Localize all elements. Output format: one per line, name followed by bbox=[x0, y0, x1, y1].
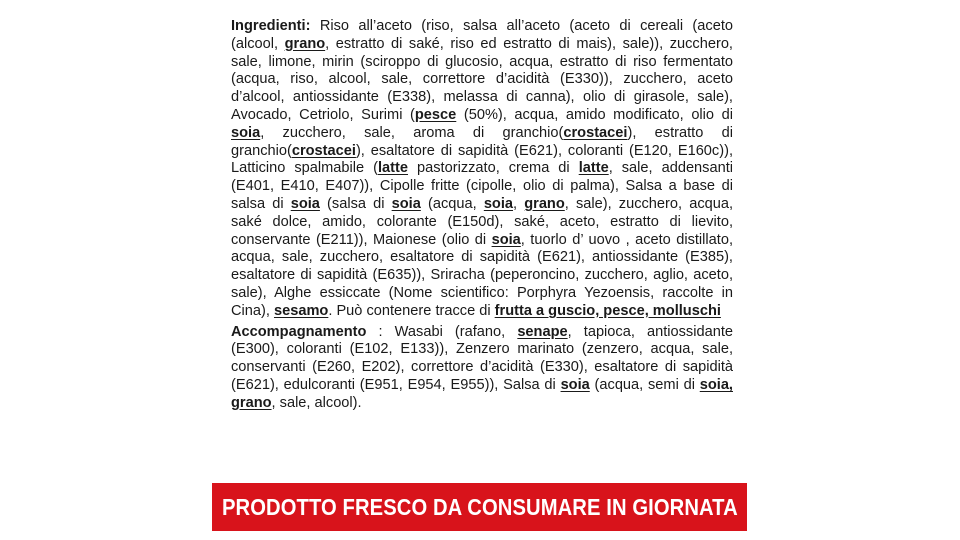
allergen: grano bbox=[284, 35, 326, 52]
text-segment: ), estratto di granchio( bbox=[231, 124, 733, 159]
allergen: soia bbox=[290, 195, 320, 212]
allergen: latte bbox=[378, 160, 409, 177]
allergen: sesamo bbox=[273, 302, 329, 319]
allergen: soia, grano bbox=[231, 376, 733, 411]
ingredients-label bbox=[231, 18, 733, 413]
allergen: soia bbox=[491, 231, 521, 248]
text-segment: , bbox=[513, 195, 525, 212]
allergen: grano bbox=[524, 195, 565, 212]
accompaniment-heading: Accompagnamento bbox=[231, 323, 367, 340]
allergen: latte bbox=[578, 160, 609, 177]
text-segment: , zucchero, sale, aroma di granchio( bbox=[260, 124, 564, 141]
text-segment: , tuorlo d’ uovo , aceto distillato, acqua, sale, zucchero, esaltatore di sapidità (E621), antiossidante (E385), esaltatore di sapidità (E635)), Sriracha (peperoncino, zucchero, aglio, aceto, sale), Alghe essiccate (Nome scientifico: Porphyra Yezoensis, raccolte in Cina), bbox=[231, 231, 734, 319]
allergen: soia bbox=[231, 124, 261, 141]
ingredients-paragraph bbox=[231, 18, 733, 321]
text-segment: , sale), zucchero, acqua, saké dolce, amido, colorante (E150d), saké, aceto, estratto di lievito, conservante (E211)), Maionese (olio di bbox=[231, 195, 734, 248]
allergen: senape bbox=[517, 323, 568, 340]
text-segment: : Wasabi (rafano, bbox=[366, 323, 518, 340]
text-segment: . Può contenere tracce di bbox=[328, 302, 495, 319]
allergen: crostacei bbox=[291, 142, 356, 159]
text-segment: (salsa di bbox=[319, 195, 392, 212]
banner-text: PRODOTTO FRESCO DA CONSUMARE IN GIORNATA bbox=[221, 493, 738, 520]
text-segment: (50%), acqua, amido modificato, olio di bbox=[456, 106, 733, 123]
ingredients-heading: Ingredienti: bbox=[231, 18, 311, 34]
text-segment: , estratto di saké, riso ed estratto di mais), sale)), zucchero, sale, limone, mirin (sciroppo di glucosio, acqua, estratto di riso fermentato (acqua, riso, alcool, sale, correttore d’acidità (E330)), zucchero, aceto d’alcool, antiossidante (E338), melassa di canna), olio di girasole, sale), Avocado, Cetriolo, Surimi ( bbox=[231, 35, 733, 123]
allergen: pesce bbox=[414, 106, 457, 123]
text-segment: Riso all’aceto (riso, salsa all’aceto (aceto di cereali (aceto (alcool, bbox=[231, 18, 733, 52]
text-segment: , tapioca, antiossidante (E300), coloranti (E102, E133)), Zenzero marinato (zenzero, acqua, sale, conservanti (E260, E202), correttore d’acidità (E330), esaltatore di sapidità (E621), edulcoranti (E951, E954, E955)), Salsa di bbox=[231, 323, 733, 393]
text-segment: ), esaltatore di sapidità (E621), coloranti (E120, E160c)), Latticino spalmabile ( bbox=[231, 142, 733, 177]
allergen: soia bbox=[560, 376, 590, 393]
allergen: frutta a guscio, pesce, molluschi bbox=[494, 302, 721, 319]
allergen: soia bbox=[483, 195, 514, 212]
text-segment: (acqua, bbox=[420, 195, 484, 212]
accompaniment-paragraph bbox=[231, 324, 733, 413]
fresh-product-banner bbox=[212, 483, 747, 531]
allergen: crostacei bbox=[563, 124, 628, 141]
text-segment: , sale, alcool). bbox=[271, 394, 362, 411]
text-segment: (acqua, semi di bbox=[589, 376, 700, 393]
text-segment: pastorizzato, crema di bbox=[408, 160, 579, 177]
text-segment: , sale, addensanti (E401, E410, E407)), Cipolle fritte (cipolle, olio di palma), Salsa a base di salsa di bbox=[231, 160, 734, 212]
allergen: soia bbox=[391, 195, 421, 212]
